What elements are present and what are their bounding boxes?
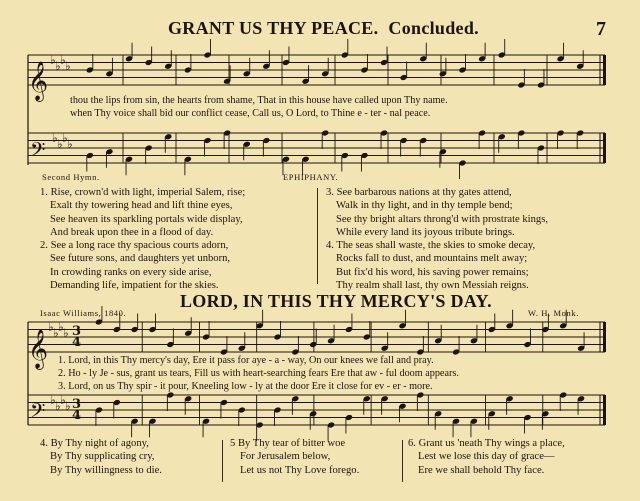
second-hymn-label: Second Hymn. [42, 172, 100, 182]
author-credit: Isaac Williams, 1840. [40, 308, 127, 318]
flat-sign-icon: ♭ [65, 399, 71, 413]
time-signature: 4 [72, 335, 82, 350]
flat-sign-icon: ♭ [50, 53, 56, 67]
flat-sign-icon: ♭ [67, 137, 73, 151]
final-barline [603, 322, 606, 352]
verse-line: By Thy supplicating cry, [50, 451, 155, 463]
time-signature: 3 [72, 397, 82, 412]
final-barline [603, 55, 606, 85]
time-signature: 3 [72, 324, 82, 339]
flat-sign-icon: ♭ [50, 393, 56, 407]
final-barline [603, 395, 606, 425]
flat-sign-icon: ♭ [52, 131, 58, 145]
page-number: 7 [596, 18, 606, 40]
tune-name: EPHIPHANY. [283, 172, 339, 182]
verse-line: 5 By Thy tear of bitter woe [230, 438, 346, 449]
verse-line: See heaven its sparkling portals wide display, [50, 213, 243, 225]
treble-clef-icon: 𝄞 [28, 61, 49, 101]
flat-sign-icon: ♭ [60, 53, 66, 67]
verse-block [408, 437, 565, 477]
hymn2-lyric-line-3: 3. Lord, on us Thy spir - it pour, Kneeling low - ly at the door Ere it close for ev - er - more. [58, 381, 433, 392]
hymn1-lyric-line-2: when Thy voice shall bid our conflict cease, Call us, O Lord, to Thine e - ter - nal peace. [70, 108, 431, 119]
verse-block [326, 239, 535, 293]
flat-sign-icon: ♭ [55, 59, 61, 73]
hymn2-lyric-line-2: 2. Ho - ly Je - sus, grant us tears, Fill us with heart-searching fears Ere that aw - ful doom appears. [58, 368, 459, 379]
verse-line: Ere we shall behold Thy face. [418, 464, 545, 476]
column-divider [317, 188, 318, 284]
verse-line: See thy bright altars throng'd with prostrate kings, [336, 213, 548, 225]
verse-block [40, 437, 162, 477]
hymn2-title: LORD, IN THIS THY MERCY'S DAY. [180, 291, 492, 311]
verse-line: 4. The seas shall waste, the skies to smoke decay, [326, 240, 536, 251]
flat-sign-icon: ♭ [58, 320, 64, 334]
verse-block [40, 186, 245, 240]
verse-line: By Thy willingness to die. [50, 464, 162, 476]
verse-line: 3. See barbarous nations at thy gates attend, [326, 187, 512, 198]
hymn1-lyric-line-1: thou the lips from sin, the hearts from shame, That in this house have called upon Thy name. [70, 95, 448, 106]
verse-line: Walk in thy light, and in thy temple bend; [336, 200, 513, 212]
verse-line: But fix'd his word, his saving power remains; [336, 266, 529, 278]
verse-line: Rocks fall to dust, and mountains melt away; [336, 253, 528, 265]
composer-credit: W. H. Monk. [528, 308, 579, 318]
flat-sign-icon: ♭ [60, 393, 66, 407]
verse-block [326, 186, 548, 240]
verse-block [40, 239, 230, 293]
bass-clef-icon: 𝄢 [30, 399, 46, 427]
time-signature: 4 [72, 408, 82, 423]
flat-sign-icon: ♭ [65, 59, 71, 73]
verse-line: 6. Grant us 'neath Thy wings a place, [408, 438, 565, 449]
verse-line: Thy realm shall last, thy own Messiah reigns. [336, 280, 529, 292]
final-barline [603, 133, 606, 163]
column-divider [222, 440, 223, 482]
verse-line: For Jerusalem below, [240, 451, 331, 463]
bass-clef-icon: 𝄢 [30, 138, 46, 166]
treble-clef-icon: 𝄞 [28, 329, 49, 369]
column-divider [402, 440, 403, 482]
verse-line: Lest we lose this day of grace— [418, 451, 555, 463]
flat-sign-icon: ♭ [57, 137, 63, 151]
flat-sign-icon: ♭ [62, 131, 68, 145]
verse-line: While every land its joyous tribute brings. [336, 227, 515, 239]
flat-sign-icon: ♭ [63, 326, 69, 340]
hymn1-title: GRANT US THY PEACE. Concluded. [168, 18, 479, 38]
hymn1-subtitle: Concluded. [388, 18, 479, 38]
hymn2-lyric-line-1: 1. Lord, in this Thy mercy's day, Ere it pass for aye - a - way, On our knees we fall and pray. [58, 355, 434, 366]
verse-line: 1. Rise, crown'd with light, imperial Salem, rise; [40, 187, 246, 198]
flat-sign-icon: ♭ [55, 399, 61, 413]
verse-line: Let us not Thy Love forego. [240, 464, 360, 476]
verse-block [230, 437, 359, 477]
verse-line: 2. See a long race thy spacious courts adorn, [40, 240, 229, 251]
verse-line: In crowding ranks on every side arise, [50, 266, 212, 278]
verse-line: And break upon thee in a flood of day. [50, 227, 214, 239]
verse-line: Demanding life, impatient for the skies. [50, 280, 219, 292]
flat-sign-icon: ♭ [53, 326, 59, 340]
verse-line: 4. By Thy night of agony, [40, 438, 149, 449]
verse-line: Exalt thy towering head and lift thine eyes, [50, 200, 233, 212]
flat-sign-icon: ♭ [48, 320, 54, 334]
verse-line: See future sons, and daughters yet unborn, [50, 253, 231, 265]
